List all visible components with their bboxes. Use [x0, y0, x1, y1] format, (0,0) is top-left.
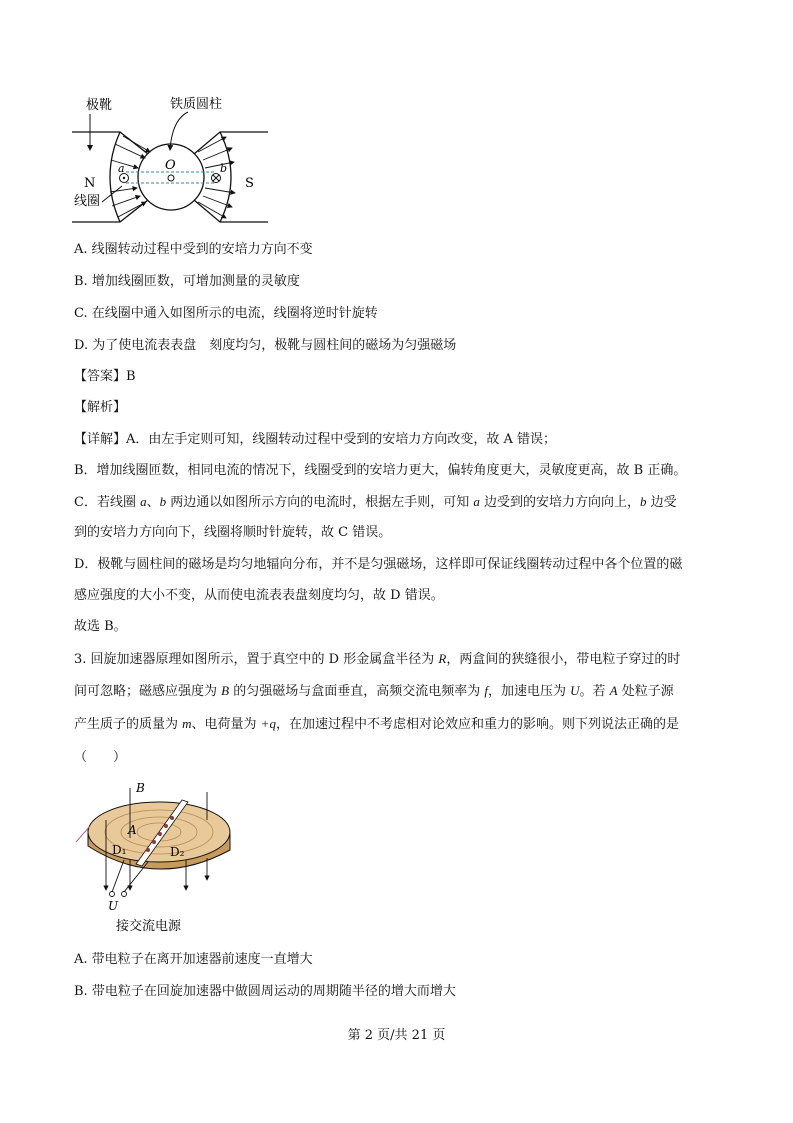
q3-option-b: B. 带电粒子在回旋加速器中做圆周运动的周期随半径的增大而增大 [74, 984, 456, 999]
q2-option-c: C. 在线圈中通入如图所示的电流，线圈将逆时针旋转 [74, 306, 378, 321]
label-D2: D₂ [170, 845, 185, 859]
detail-c-var-b2: b [640, 494, 647, 509]
detail-label: 【详解】 [74, 432, 127, 447]
detail-c-post2: 边受到的安培力方向向上， [479, 495, 641, 510]
figure-galvanometer [70, 92, 280, 232]
q2-detail-a [74, 430, 556, 450]
q3-stem3-post: ，在加速过程中不考虑相对论效应和重力的影响。则下列说法正确的是 [275, 717, 679, 732]
label-B-field: B [136, 781, 145, 795]
detail-c-pre: C．若线圈 [74, 495, 141, 510]
q3-blank: （ ） [74, 750, 127, 765]
label-ac-source: 接交流电源 [116, 919, 182, 934]
detail-c-var-a2: a [473, 494, 480, 509]
q2-detail-b: B．增加线圈匝数，相同电流的情况下，线圈受到的安培力更大，偏转角度更大，灵敏度更高，故 B 正确。 [74, 463, 687, 478]
q3-stem-line1 [74, 649, 680, 670]
detail-c-var-b: b [159, 494, 167, 509]
label-b: b [220, 162, 228, 175]
answer-label: 【答案】 [74, 369, 127, 384]
q3-var-m: m [182, 716, 192, 731]
q2-detail-d-line1: D．极靴与圆柱间的磁场是均匀地辐向分布，并不是匀强磁场，这样即可保证线圈转动过程中各个位置的磁 [74, 557, 683, 572]
figure-cyclotron [70, 780, 250, 940]
q3-stem1-post: ，两盒间的狭缝很小，带电粒子穿过的时 [446, 652, 681, 667]
q2-detail-c-line2: 到的安培力方向向下，线圈将顺时针旋转，故 C 错误。 [74, 525, 392, 540]
q3-var-A: A [609, 683, 618, 698]
q2-option-d: D. 为了使电流表表盘 刻度均匀，极靴与圆柱间的磁场为匀强磁场 [74, 338, 457, 353]
q3-stem-line2 [74, 681, 674, 702]
label-D1: D₁ [112, 843, 127, 857]
detail-c-var-a: a [140, 494, 147, 509]
q2-detail-c-line1 [74, 492, 677, 513]
detail-c-post: 两边通以如图所示方向的电流时，根据左手则，可知 [166, 495, 474, 510]
label-iron-cylinder: 铁质圆柱 [170, 97, 223, 112]
q2-answer [74, 367, 136, 387]
q3-stem2-post: 处粒子源 [617, 684, 674, 699]
detail-c-end: 边受 [646, 495, 677, 510]
q2-option-b: B. 增加线圈匝数，可增加测量的灵敏度 [74, 274, 300, 289]
detail-a-text: A．由左手定则可知，线圈转动过程中受到的安培力方向改变，故 A 错误； [126, 432, 557, 447]
q2-analysis-label: 【解析】 [74, 400, 127, 415]
label-A-source: A [128, 823, 137, 837]
q3-stem-line3 [74, 714, 679, 735]
page-number: 第 2 页/共 21 页 [347, 1028, 446, 1043]
q3-stem3-pre: 产生质子的质量为 [74, 717, 183, 732]
q3-var-U: U [570, 683, 580, 698]
q2-option-a: A. 线圈转动过程中受到的安培力方向不变 [74, 242, 313, 257]
q3-var-f: f [484, 683, 488, 698]
q3-option-a: A. 带电粒子在离开加速器前速度一直增大 [74, 952, 313, 967]
q3-stem1-pre: 3. 回旋加速器原理如图所示，置于真空中的 D 形金属盒半径为 [74, 652, 439, 667]
q3-var-R: R [438, 651, 447, 666]
label-coil: 线圈 [74, 194, 101, 209]
label-pole-shoe: 极靴 [86, 98, 113, 113]
q3-stem2-mid3: 。若 [579, 684, 610, 699]
label-O: O [165, 158, 176, 173]
q3-stem2-mid: 的匀强磁场与盒面垂直，高频交流电频率为 [229, 684, 485, 699]
label-U: U [108, 899, 119, 913]
q3-stem3-mid: 、电荷量为 [191, 717, 261, 732]
label-S: S [245, 176, 254, 191]
q3-var-q: +q [260, 716, 276, 731]
label-a: a [118, 162, 125, 175]
q3-stem2-pre: 间可忽略；磁感应强度为 [74, 684, 222, 699]
q2-detail-d-line2: 感应强度的大小不变，从而使电流表表盘刻度均匀，故 D 错误。 [74, 588, 444, 603]
q3-stem2-mid2: ，加速电压为 [487, 684, 571, 699]
q2-conclusion: 故选 B。 [74, 619, 127, 634]
q3-var-B: B [221, 683, 230, 698]
answer-value: B [126, 369, 136, 384]
detail-c-mid: 、 [146, 495, 160, 510]
label-N: N [84, 176, 96, 191]
